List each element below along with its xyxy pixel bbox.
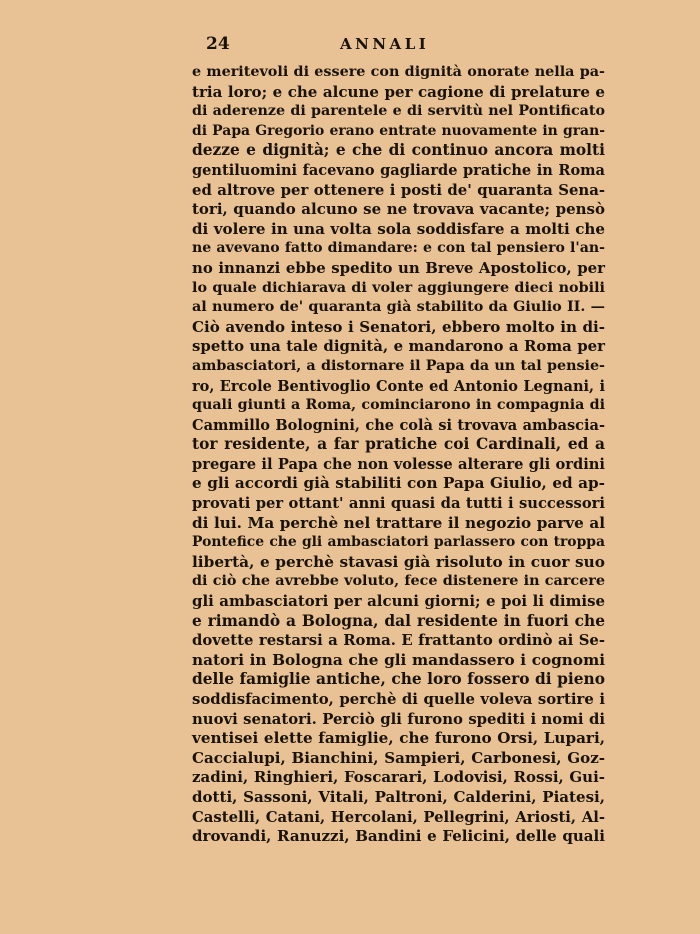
text-line: dovette restarsi a Roma. E frattanto ordinò ai Se-: [192, 632, 605, 650]
text-line: di aderenze di parentele e di servitù nel Pontificato: [192, 103, 605, 120]
text-line: drovandi, Ranuzzi, Bandini e Felicini, delle quali: [192, 827, 605, 846]
text-line: ventisei elette famiglie, che furono Orsi, Lupari,: [192, 729, 605, 748]
text-line: al numero de' quaranta già stabilito da Giulio II. —: [192, 299, 605, 316]
text-line: di Papa Gregorio erano entrate nuovamente in gran-: [192, 122, 605, 139]
text-line: nuovi senatori. Perciò gli furono spediti i nomi di: [192, 709, 605, 728]
text-line: tor residente, a far pratiche coi Cardinali, ed a: [192, 435, 605, 454]
text-line: dezze e dignità; e che di continuo ancora molti: [192, 141, 605, 160]
text-line: ro, Ercole Bentivoglio Conte ed Antonio Legnani, i: [192, 377, 605, 395]
text-line: quali giunti a Roma, cominciarono in compagnia di: [192, 397, 605, 414]
text-line: spetto una tale dignità, e mandarono a Roma per: [192, 337, 605, 356]
text-line: Pontefice che gli ambasciatori parlassero con troppa: [192, 534, 605, 551]
text-line: ne avevano fatto dimandare: e con tal pensiero l'an-: [192, 240, 605, 257]
text-line: e rimandò a Bologna, dal residente in fuori che: [192, 611, 605, 630]
text-line: ambasciatori, a distornare il Papa da un tal pensie-: [192, 357, 605, 374]
running-head: [0, 34, 700, 56]
text-line: soddisfacimento, perchè di quelle voleva sortire i: [192, 690, 605, 708]
text-line: e meritevoli di essere con dignità onorate nella pa-: [192, 64, 605, 80]
text-line: lo quale dichiarava di voler aggiungere dieci nobili: [192, 279, 605, 296]
text-line: Caccialupi, Bianchini, Sampieri, Carbonesi, Goz-: [192, 748, 605, 767]
page-number: 24: [206, 34, 230, 54]
text-line: dotti, Sassoni, Vitali, Paltroni, Calderini, Piatesi,: [192, 787, 605, 806]
text-line: gentiluomini facevano gagliarde pratiche in Roma: [192, 161, 605, 179]
header-title: ANNALI: [340, 35, 430, 53]
text-line: natori in Bologna che gli mandassero i cognomi: [192, 650, 605, 669]
text-line: no innanzi ebbe spedito un Breve Apostolico, per: [192, 258, 605, 277]
text-line: zadini, Ringhieri, Foscarari, Lodovisi, Rossi, Gui-: [192, 768, 605, 787]
text-line: di ciò che avrebbe voluto, fece distenere in carcere: [192, 573, 605, 590]
text-line: di volere in una volta sola soddisfare a molti che: [192, 219, 605, 238]
text-line: Cammillo Bolognini, che colà si trovava ambascia-: [192, 416, 605, 434]
text-line: provati per ottant' anni quasi da tutti i successori: [192, 495, 605, 513]
text-line: libertà, e perchè stavasi già risoluto in cuor suo: [192, 552, 605, 571]
text-line: Ciò avendo inteso i Senatori, ebbero molto in di-: [192, 317, 605, 336]
text-line: Castelli, Catani, Hercolani, Pellegrini, Ariosti, Al-: [192, 808, 605, 826]
text-line: pregare il Papa che non volesse alterare gli ordini: [192, 455, 605, 473]
text-line: ed altrove per ottenere i posti de' quaranta Sena-: [192, 180, 605, 199]
text-line: tria loro; e che alcune per cagione di prelature e: [192, 82, 605, 101]
text-line: delle famiglie antiche, che loro fossero di pieno: [192, 670, 605, 689]
body-text: [192, 63, 605, 847]
text-line: gli ambasciatori per alcuni giorni; e poi li dimise: [192, 592, 605, 611]
text-line: di lui. Ma perchè nel trattare il negozio parve al: [192, 513, 605, 532]
text-line: tori, quando alcuno se ne trovava vacante; pensò: [192, 200, 605, 219]
text-line: e gli accordi già stabiliti con Papa Giulio, ed ap-: [192, 474, 605, 493]
